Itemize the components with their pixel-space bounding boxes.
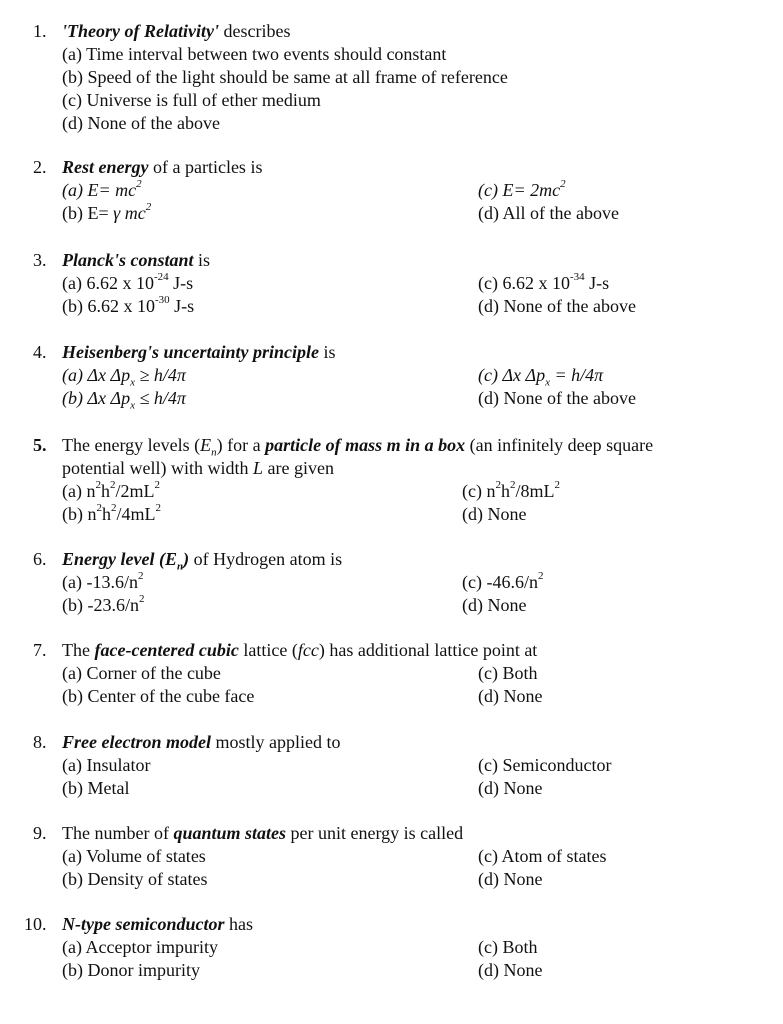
option-a: (a) $n^2h^2/2mL^2$ xyxy=(62,479,160,501)
question-stem-line-2: potential well) with width L are given xyxy=(62,458,334,478)
option-c: (c) $E= 2mc^2$ xyxy=(478,178,566,200)
option-b: (b) $n^2h^2/4mL^2$ xyxy=(62,502,161,524)
option-c: (c) Both xyxy=(478,937,538,957)
option-c: (c) 6.62 x $10^{-34}$ J-s xyxy=(478,271,610,293)
option-a: (a) $E= mc^2$ xyxy=(62,178,142,200)
option-d: (d) None of the above xyxy=(478,388,636,408)
option-d: (d) None xyxy=(462,504,527,524)
question-number: 1. xyxy=(33,21,47,41)
option-c: (c) Both xyxy=(478,663,538,683)
option-b: (b) 6.62 x $10^{-30}$ J-s xyxy=(62,294,195,316)
option-d: (d) All of the above xyxy=(478,203,619,223)
question-number: 5. xyxy=(33,435,47,455)
option-d: (d) None xyxy=(478,960,543,980)
option-a: (a) Δx $\Delta p_x \ge h/4\pi$ xyxy=(62,365,186,389)
option-d: (d) None xyxy=(478,686,543,706)
option-c: (c) Δx $\Delta p_x = h/4\pi$ xyxy=(478,365,604,389)
option-c: (c) Atom of states xyxy=(478,846,607,866)
option-a: (a) Volume of states xyxy=(62,846,206,866)
question-stem: The number of quantum states per unit energy is called xyxy=(62,823,464,843)
option-b: (b) Δx $\Delta p_x \le h/4\pi$ xyxy=(62,388,186,412)
option-c: (c) $n^2h^2/8mL^2$ xyxy=(462,479,560,501)
option-d: (d) None xyxy=(478,869,543,889)
question-stem: Free electron model mostly applied to xyxy=(62,732,341,752)
option-a: (a) Time interval between two events should constant xyxy=(62,44,447,64)
option-b: (b) Density of states xyxy=(62,869,208,889)
question-number: 2. xyxy=(33,157,47,177)
question-number: 4. xyxy=(33,342,47,362)
option-d: (d) None xyxy=(462,595,527,615)
question-number: 10. xyxy=(24,914,47,934)
question-number: 9. xyxy=(33,823,47,843)
option-a: (a) 6.62 x $10^{-24}$ J-s xyxy=(62,271,194,293)
option-a: (a) Acceptor impurity xyxy=(62,937,218,957)
question-stem: Heisenberg's uncertainty principle is xyxy=(62,342,336,362)
question-stem: The energy levels $(E_n)$ for a particle of mass m in a box (an infinitely deep square xyxy=(62,435,654,459)
question-number: 3. xyxy=(33,250,47,270)
option-c: (c) Universe is full of ether medium xyxy=(62,90,321,110)
question-number: 6. xyxy=(33,549,47,569)
option-c: (c) Semiconductor xyxy=(478,755,612,775)
question-number: 8. xyxy=(33,732,47,752)
question-number: 7. xyxy=(33,640,47,660)
option-b: (b) Metal xyxy=(62,778,130,798)
question-stem: Planck's constant is xyxy=(62,250,211,270)
option-a: (a) Insulator xyxy=(62,755,151,775)
option-a: (a) $-13.6/n^2$ xyxy=(62,570,144,592)
option-b: (b) Speed of the light should be same at all frame of reference xyxy=(62,67,508,87)
option-d: (d) None xyxy=(478,778,543,798)
option-d: (d) None of the above xyxy=(478,296,636,316)
option-b: (b) $-23.6/n^2$ xyxy=(62,593,145,615)
question-stem: N-type semiconductor has xyxy=(62,914,253,934)
question-stem: The face-centered cubic lattice (fcc) has additional lattice point at xyxy=(62,640,538,660)
option-d: (d) None of the above xyxy=(62,113,220,133)
option-b: (b) Donor impurity xyxy=(62,960,200,980)
question-stem: 'Theory of Relativity' describes xyxy=(62,21,291,41)
option-c: (c) $-46.6/n^2$ xyxy=(462,570,544,592)
option-b: (b) E= γ $mc^2$ xyxy=(62,201,152,223)
option-b: (b) Center of the cube face xyxy=(62,686,255,706)
option-a: (a) Corner of the cube xyxy=(62,663,221,683)
question-stem: Rest energy of a particles is xyxy=(62,157,263,177)
question-stem: Energy level $(E_n)$ of Hydrogen atom is xyxy=(62,549,343,573)
